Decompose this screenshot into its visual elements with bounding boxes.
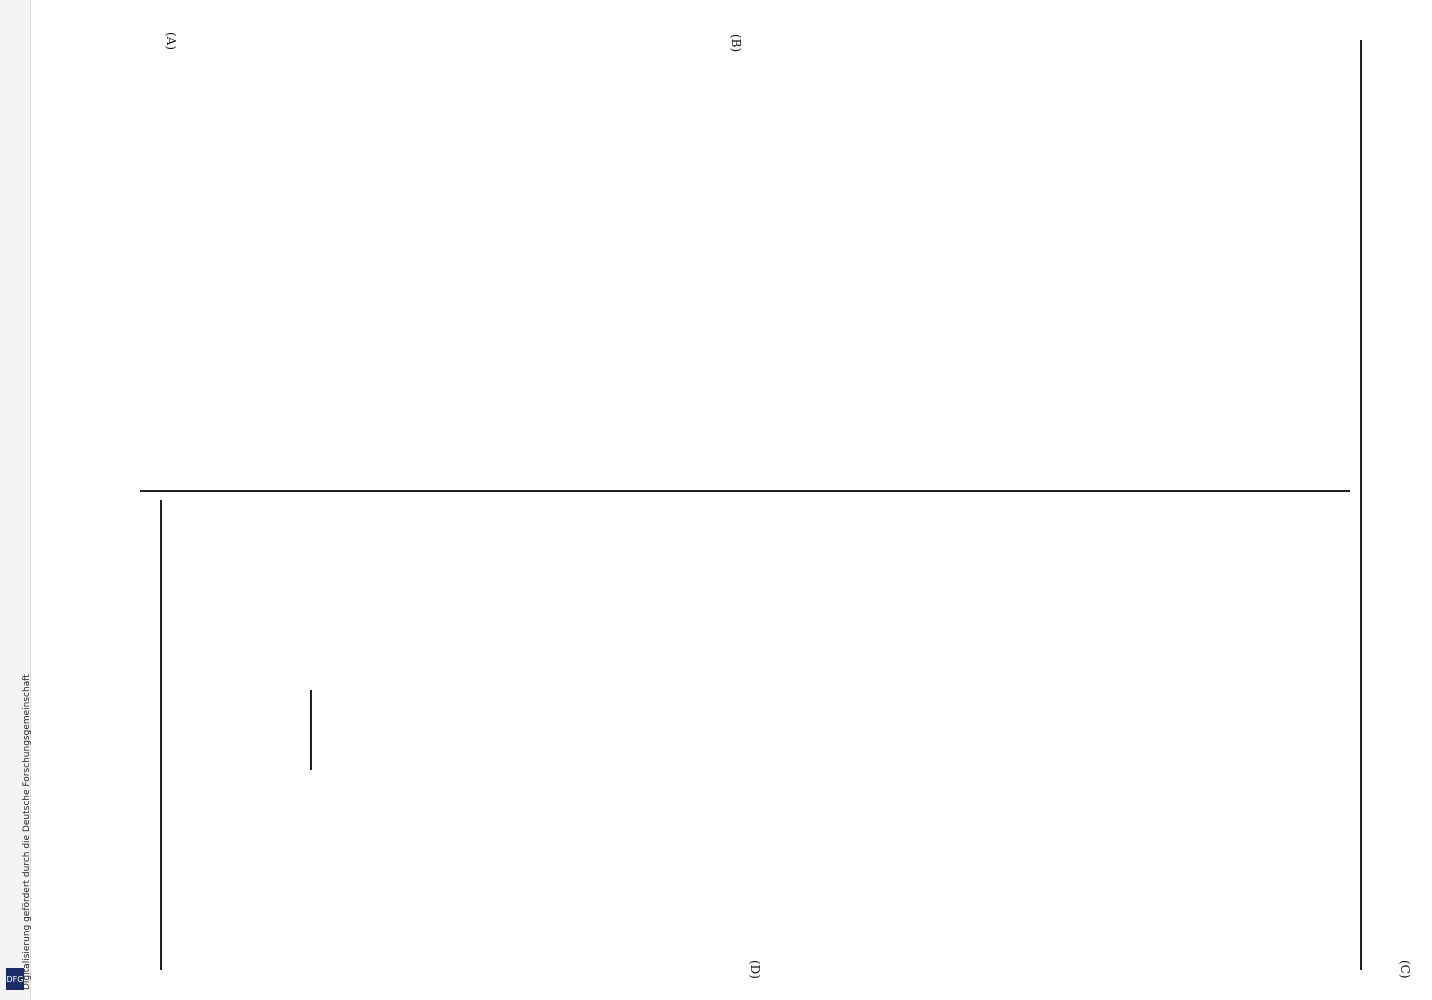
footer-rule	[160, 500, 162, 970]
dfg-logo: DFG	[6, 968, 24, 990]
marker-c: (C)	[1398, 960, 1412, 979]
digitization-credit: Digitalisierung gefördert durch die Deutsche Forschungsgemeinschaft	[22, 674, 32, 990]
marker-b: (B)	[729, 34, 743, 53]
header-rule	[1360, 40, 1362, 970]
printed-page	[40, 0, 1432, 1000]
column-separator	[140, 490, 1350, 492]
digitization-margin	[0, 0, 31, 1000]
marker-d: (D)	[748, 960, 762, 979]
section-divider	[310, 690, 312, 770]
marker-a: (A)	[164, 32, 178, 51]
